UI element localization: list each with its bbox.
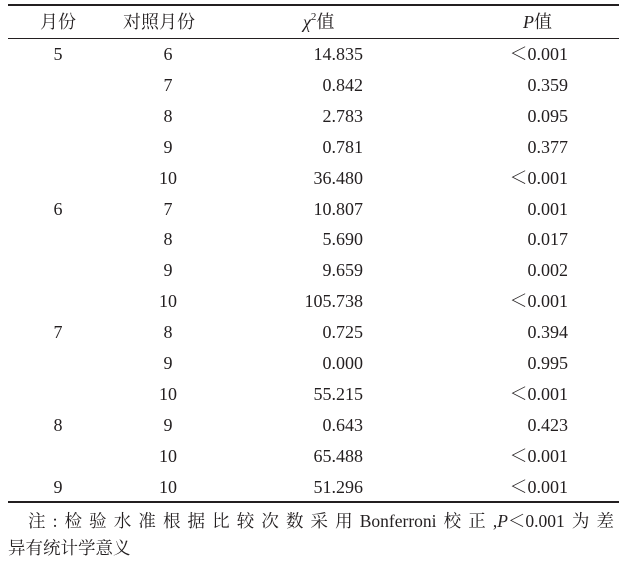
cell-control-month: 10 <box>159 445 177 466</box>
cell-chi-square: 0.643 <box>322 414 363 435</box>
table-row <box>8 255 619 286</box>
cell-p-value: ＜0.001 <box>509 44 568 64</box>
cell-control-month: 8 <box>163 105 173 126</box>
cell-control-month: 9 <box>163 136 173 157</box>
chi-suffix: 值 <box>316 12 335 32</box>
cell-p-value: ＜0.001 <box>509 291 568 312</box>
cell-control-month: 10 <box>159 167 177 188</box>
cell-chi-square: 5.690 <box>322 229 363 250</box>
cell-p-value: 0.394 <box>527 322 568 343</box>
chi-superscript: 2 <box>310 11 317 23</box>
table-footnote <box>8 508 614 562</box>
cell-control-month: 8 <box>163 322 173 343</box>
cell-p-value: 0.423 <box>527 414 568 435</box>
chi-symbol: χ <box>303 12 311 32</box>
cell-chi-square: 36.480 <box>313 167 363 188</box>
cell-chi-square: 105.738 <box>304 291 363 312</box>
cell-control-month: 8 <box>163 229 173 250</box>
cell-month: 5 <box>53 44 63 64</box>
cell-control-month: 9 <box>163 260 173 281</box>
cell-chi-square: 0.000 <box>322 353 363 373</box>
table-row <box>8 163 619 194</box>
cell-p-value: 0.002 <box>527 260 568 281</box>
footnote-line-2: 异有统计学意义 <box>8 538 131 558</box>
cell-chi-square: 14.835 <box>313 44 363 64</box>
table-bottom-rule <box>8 501 619 503</box>
p-symbol: P <box>523 12 534 32</box>
cell-chi-square: 0.842 <box>322 74 363 95</box>
cell-control-month: 9 <box>163 414 173 435</box>
cell-chi-square: 51.296 <box>313 476 363 497</box>
table-row <box>8 379 619 410</box>
header-p-value <box>523 6 593 38</box>
table-row <box>8 39 619 70</box>
table-row <box>8 194 619 225</box>
table-row <box>8 132 619 163</box>
cell-p-value: ＜0.001 <box>509 476 568 497</box>
cell-control-month: 6 <box>163 44 173 64</box>
cell-p-value: ＜0.001 <box>509 445 568 466</box>
cell-chi-square: 0.781 <box>322 136 363 157</box>
table-row <box>8 441 619 472</box>
cell-control-month: 9 <box>163 353 173 373</box>
cell-control-month: 10 <box>159 291 177 312</box>
table-row <box>8 472 619 503</box>
table-row <box>8 101 619 132</box>
cell-p-value: ＜0.001 <box>509 383 568 404</box>
table-header <box>8 6 619 38</box>
footnote-threshold: ＜0.001为差 <box>507 511 614 531</box>
header-control-month: 对照月份 <box>123 12 195 32</box>
cell-p-value: 0.377 <box>527 136 568 157</box>
header-chi-square <box>303 6 373 41</box>
cell-chi-square: 10.807 <box>313 198 363 219</box>
cell-control-month: 7 <box>163 74 173 95</box>
footnote-line-1 <box>8 508 614 535</box>
cell-month: 7 <box>53 322 63 343</box>
cell-chi-square: 2.783 <box>322 105 363 126</box>
cell-control-month: 10 <box>159 383 177 404</box>
header-month: 月份 <box>40 12 76 32</box>
cell-chi-square: 0.725 <box>322 322 363 343</box>
cell-p-value: 0.017 <box>527 229 568 250</box>
table-row <box>8 70 619 101</box>
cell-p-value: 0.359 <box>527 74 568 95</box>
table-row <box>8 410 619 441</box>
cell-chi-square: 9.659 <box>322 260 363 281</box>
table-row <box>8 286 619 317</box>
cell-p-value: 0.001 <box>527 198 568 219</box>
cell-month: 9 <box>53 476 63 497</box>
table-row <box>8 317 619 348</box>
cell-control-month: 7 <box>163 198 173 219</box>
table-row <box>8 348 619 379</box>
cell-p-value: 0.095 <box>527 105 568 126</box>
table-row <box>8 224 619 255</box>
cell-p-value: 0.995 <box>527 353 568 373</box>
cell-month: 8 <box>53 414 63 435</box>
p-suffix: 值 <box>534 12 552 32</box>
cell-p-value: ＜0.001 <box>509 167 568 188</box>
cell-control-month: 10 <box>159 476 177 497</box>
cell-month: 6 <box>53 198 63 219</box>
footnote-text: 注:检验水准根据比较次数采用Bonferroni校正, <box>28 511 498 531</box>
footnote-p-symbol: P <box>497 511 508 531</box>
cell-chi-square: 65.488 <box>313 445 363 466</box>
cell-chi-square: 55.215 <box>313 383 363 404</box>
